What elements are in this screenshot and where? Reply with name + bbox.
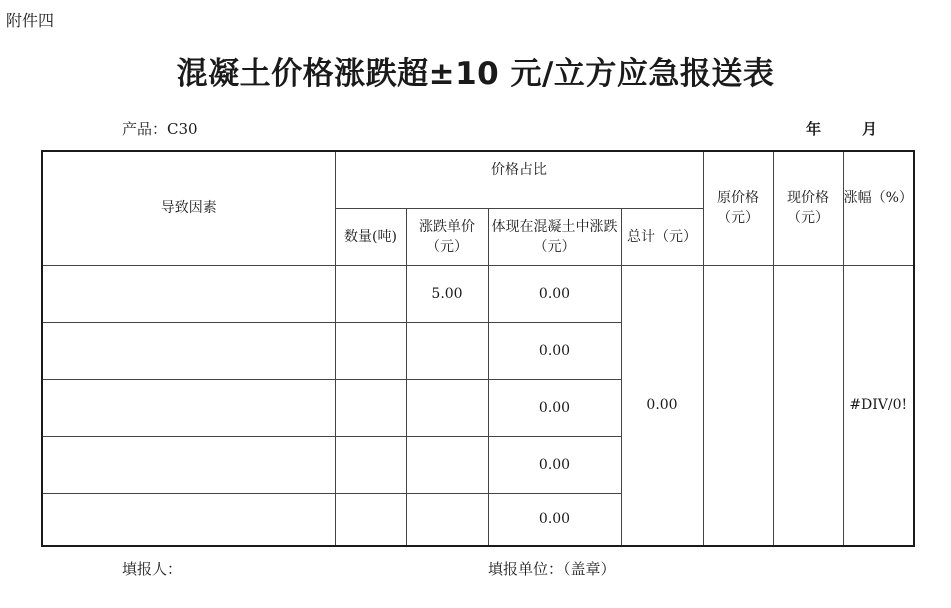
product-label: 产品：C30: [122, 120, 198, 138]
factor-cell[interactable]: [42, 379, 335, 436]
month-label: 月: [862, 120, 878, 138]
unit-change-cell[interactable]: [406, 436, 488, 493]
report-table: [41, 150, 915, 547]
concrete-change-cell: 0.00: [488, 322, 621, 379]
header-quantity: 数量(吨): [335, 208, 406, 265]
reporting-unit-label: 填报单位：（盖章）: [488, 560, 616, 578]
page-title: 混凝土价格涨跌超±10 元/立方应急报送表: [176, 56, 775, 92]
header-unit-change: 涨跌单价（元）: [406, 208, 488, 265]
header-price-ratio: 价格占比: [335, 151, 703, 208]
unit-change-cell[interactable]: [406, 493, 488, 546]
concrete-change-cell: 0.00: [488, 493, 621, 546]
header-concrete-change: 体现在混凝土中涨跌（元）: [488, 208, 621, 265]
header-change-pct: 涨幅（%）: [843, 151, 914, 265]
header-factor: 导致因素: [42, 151, 335, 265]
table-row: [42, 265, 914, 322]
header-row-1: [42, 151, 914, 208]
quantity-cell[interactable]: [335, 265, 406, 322]
factor-cell[interactable]: [42, 493, 335, 546]
unit-change-cell[interactable]: [406, 322, 488, 379]
header-current-price: 现价格（元）: [773, 151, 843, 265]
concrete-change-cell: 0.00: [488, 379, 621, 436]
quantity-cell[interactable]: [335, 379, 406, 436]
current-price-cell[interactable]: [773, 265, 843, 546]
unit-change-cell[interactable]: [406, 379, 488, 436]
reporter-label: 填报人：: [122, 560, 183, 578]
quantity-cell[interactable]: [335, 436, 406, 493]
factor-cell[interactable]: [42, 265, 335, 322]
header-original-price: 原价格（元）: [703, 151, 773, 265]
header-total: 总计（元）: [621, 208, 703, 265]
concrete-change-cell: 0.00: [488, 265, 621, 322]
factor-cell[interactable]: [42, 322, 335, 379]
year-label: 年: [806, 120, 822, 138]
attachment-label: 附件四: [6, 11, 55, 30]
factor-cell[interactable]: [42, 436, 335, 493]
change-pct-cell: #DIV/0!: [843, 265, 914, 546]
total-cell: 0.00: [621, 265, 703, 546]
unit-change-cell[interactable]: 5.00: [406, 265, 488, 322]
original-price-cell[interactable]: [703, 265, 773, 546]
quantity-cell[interactable]: [335, 322, 406, 379]
concrete-change-cell: 0.00: [488, 436, 621, 493]
quantity-cell[interactable]: [335, 493, 406, 546]
